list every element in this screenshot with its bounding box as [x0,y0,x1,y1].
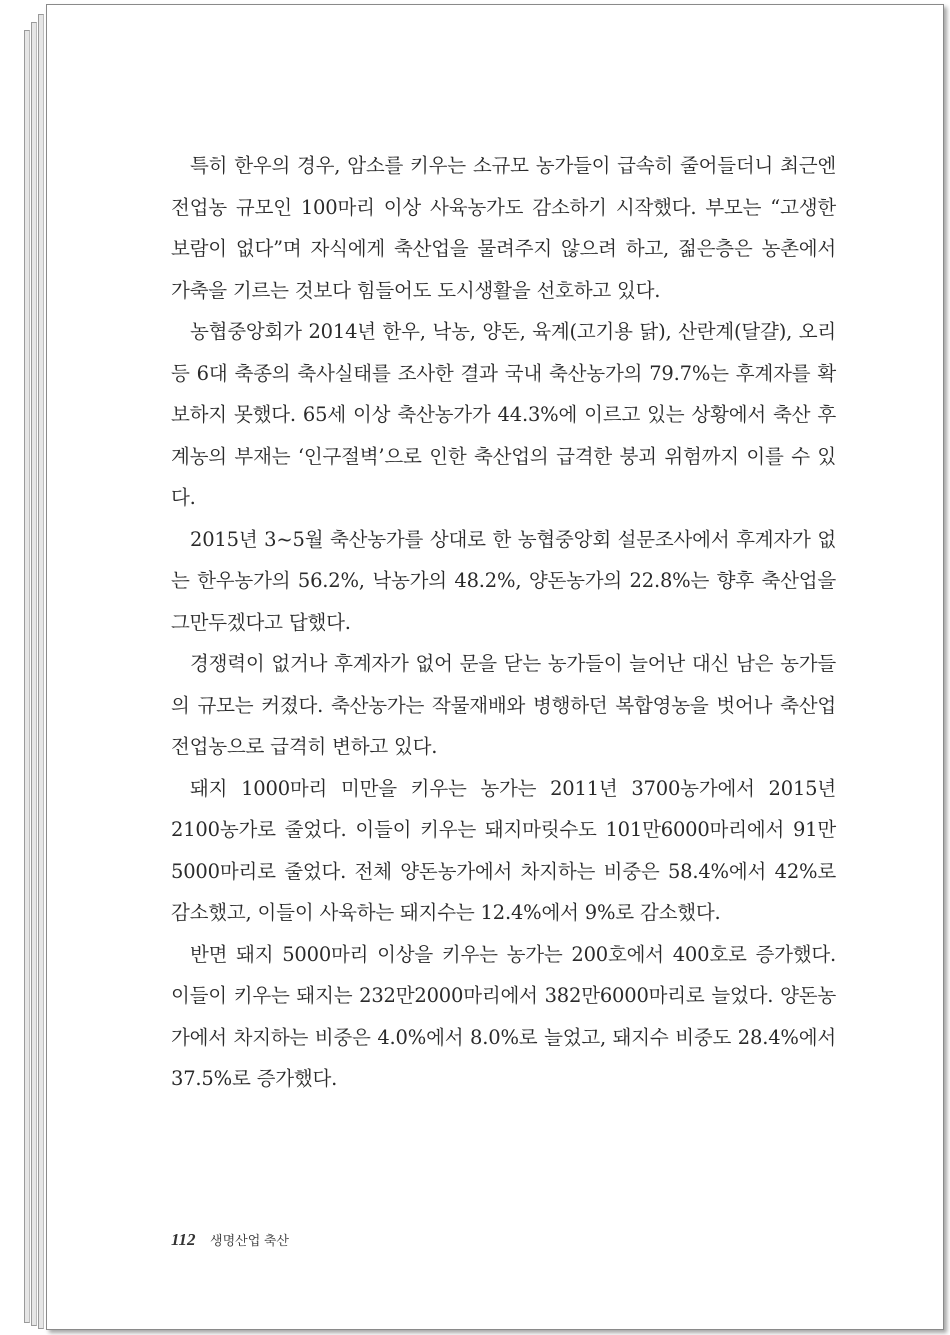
section-title: 생명산업 축산 [210,1233,289,1248]
paragraph: 2015년 3~5월 축산농가를 상대로 한 농협중앙회 설문조사에서 후계자가 없는 한우농가의 56.2%, 낙농가의 48.2%, 양돈농가의 22.8%는 향후 축산업을 그만두겠다고 답했다. [171,527,836,634]
book-page [46,4,944,1330]
paragraph: 농협중앙회가 2014년 한우, 낙농, 양돈, 육계(고기용 닭), 산란계(달걀), 오리 등 6대 축종의 축사실태를 조사한 결과 국내 축산농가의 79.7%는 후계자를 확보하지 못했다. 65세 이상 축산농가가 44.3%에 이르고 있는 상황에서 축산 후계농의 부재는 ‘인구절벽’으로 인한 축산업의 급격한 붕괴 위험까지 이를 수 있다. [171,320,836,509]
body-text [171,145,836,1100]
page-number: 112 [171,1230,196,1249]
page-edge [24,30,30,1323]
page-edge [31,22,37,1326]
page-footer [171,1230,289,1250]
paragraph: 돼지 1000마리 미만을 키우는 농가는 2011년 3700농가에서 2015년 2100농가로 줄었다. 이들이 키우는 돼지마릿수도 101만6000마리에서 91만5000마리로 줄었다. 전체 양돈농가에서 차지하는 비중은 58.4%에서 42%로 감소했고, 이들이 사육하는 돼지수는 12.4%에서 9%로 감소했다. [171,776,836,924]
paragraph: 반면 돼지 5000마리 이상을 키우는 농가는 200호에서 400호로 증가했다. 이들이 키우는 돼지는 232만2000마리에서 382만6000마리로 늘었다. 양돈농가에서 차지하는 비중은 4.0%에서 8.0%로 늘었고, 돼지수 비중도 28.4%에서 37.5%로 증가했다. [171,942,836,1090]
paragraph: 경쟁력이 없거나 후계자가 없어 문을 닫는 농가들이 늘어난 대신 남은 농가들의 규모는 커졌다. 축산농가는 작물재배와 병행하던 복합영농을 벗어나 축산업 전업농으로 급격히 변하고 있다. [171,652,836,758]
paragraph: 특히 한우의 경우, 암소를 키우는 소규모 농가들이 급속히 줄어들더니 최근엔 전업농 규모인 100마리 이상 사육농가도 감소하기 시작했다. 부모는 “고생한 보람이 없다”며 자식에게 축산업을 물려주지 않으려 하고, 젊은층은 농촌에서 가축을 기르는 것보다 힘들어도 도시생활을 선호하고 있다. [171,154,836,302]
page-edge [38,14,44,1329]
